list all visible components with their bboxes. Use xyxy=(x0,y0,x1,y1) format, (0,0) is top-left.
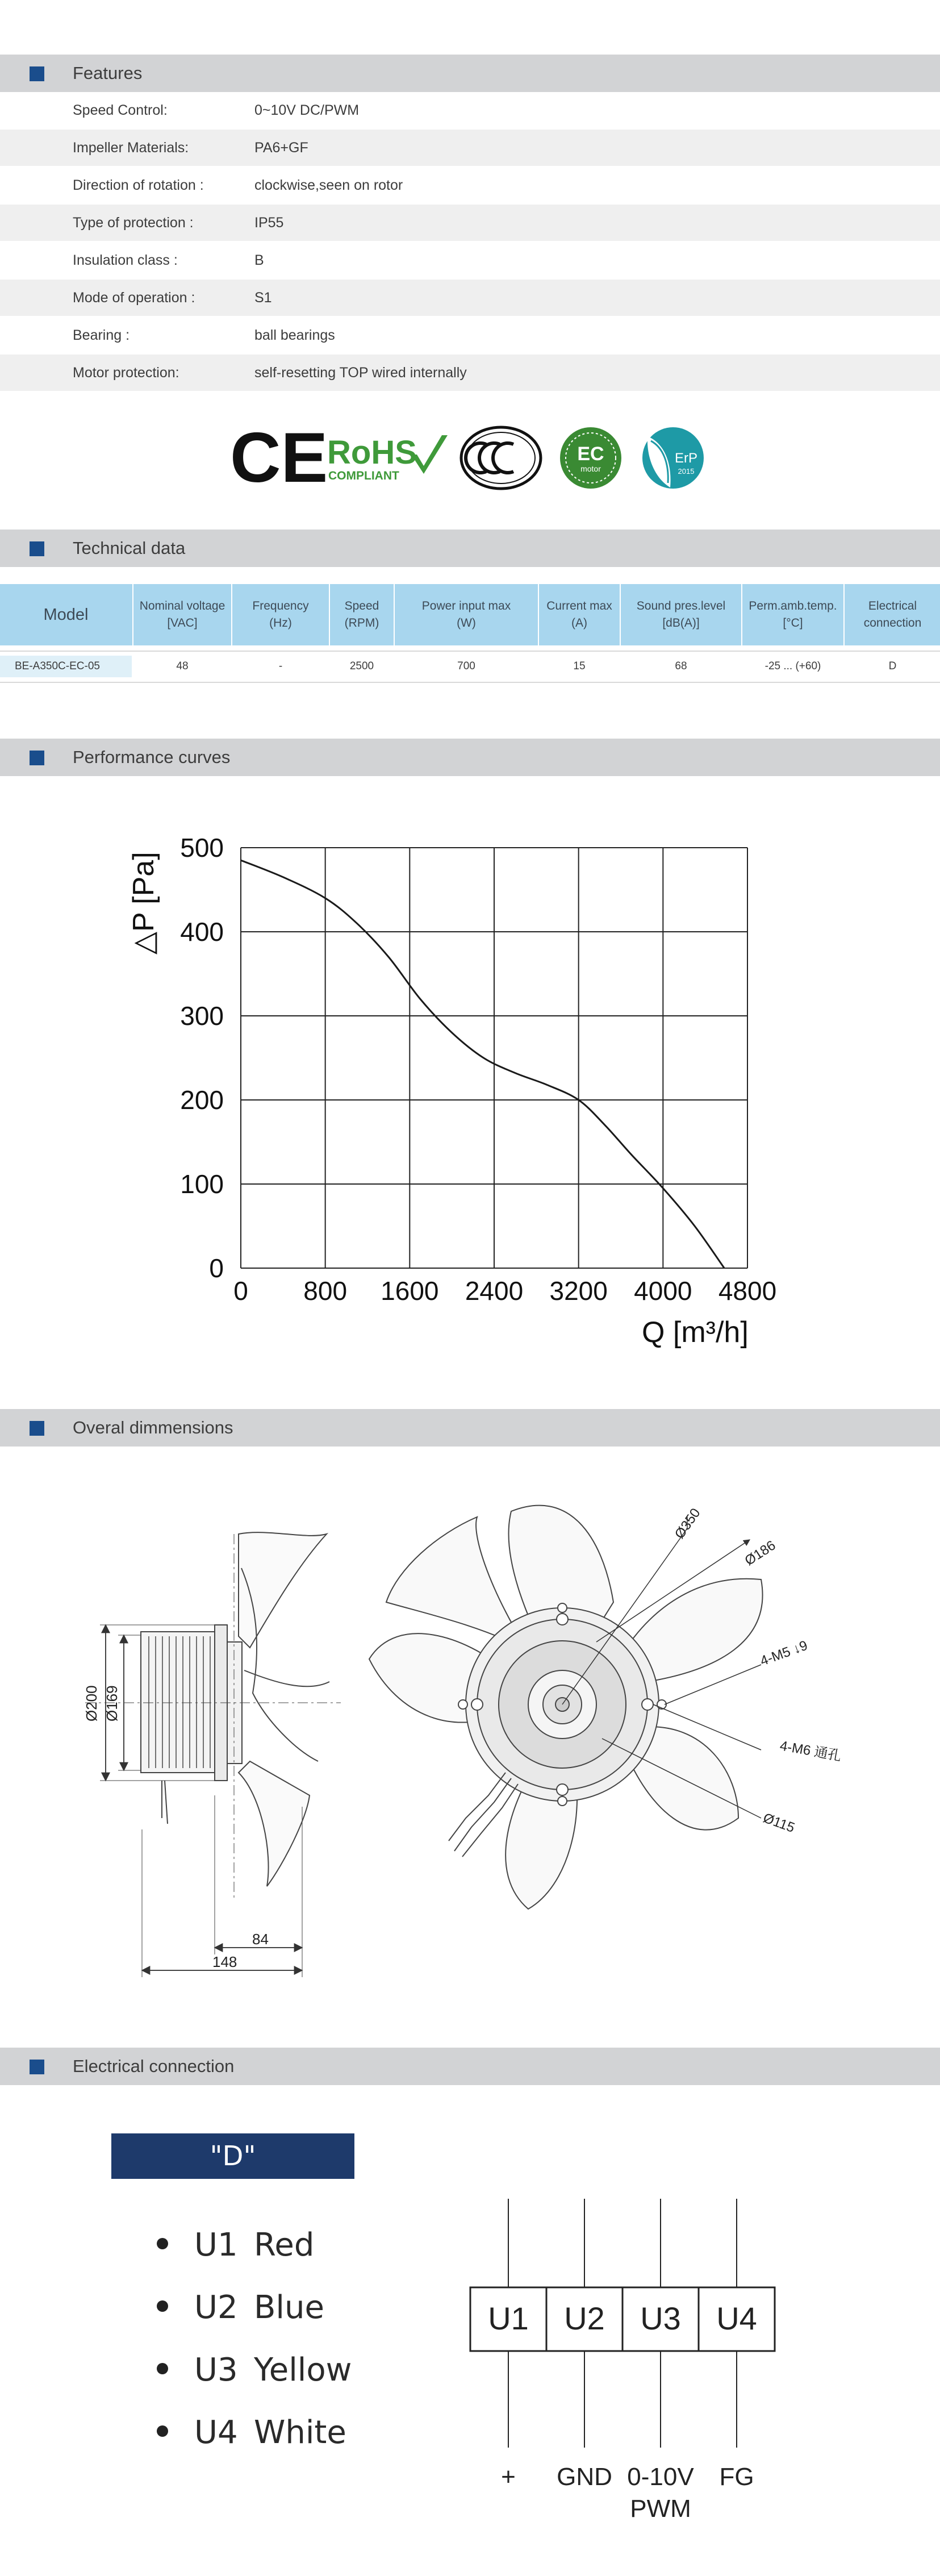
dim-d200: Ø200 xyxy=(83,1685,100,1721)
feature-value: ball bearings xyxy=(254,327,335,343)
wire-color: Red xyxy=(254,2227,315,2264)
side-view-drawing xyxy=(85,1532,341,1977)
section-technical-data xyxy=(0,530,940,567)
feature-value: self-resetting TOP wired internally xyxy=(254,365,467,381)
feature-row xyxy=(0,355,940,391)
table-cell: D xyxy=(888,660,897,672)
header-separator xyxy=(620,584,621,645)
front-view-drawing xyxy=(369,1506,763,1909)
wire-item xyxy=(157,2228,314,2262)
feature-label: Speed Control: xyxy=(73,102,168,118)
table-cell: 15 xyxy=(573,660,586,672)
wire-code: U3 xyxy=(194,2352,238,2389)
table-cell: 2500 xyxy=(349,660,374,672)
x-tick-label: 2400 xyxy=(465,1276,524,1306)
y-tick-label: 100 xyxy=(180,1169,224,1199)
ccc-mark-icon xyxy=(459,425,543,491)
feature-value: PA6+GF xyxy=(254,140,308,156)
header-separator xyxy=(394,584,395,645)
feature-value: clockwise,seen on rotor xyxy=(254,177,403,193)
table-header-cell: Sound pres.level [dB(A)] xyxy=(636,599,726,630)
y-tick-label: 0 xyxy=(209,1253,224,1283)
svg-text:motor: motor xyxy=(580,464,601,473)
section-title: Electrical connection xyxy=(73,2056,235,2076)
section-overall-dimensions xyxy=(0,1409,940,1447)
wire-color: White xyxy=(254,2414,346,2451)
wire-item xyxy=(157,2291,324,2325)
wire-code: U1 xyxy=(194,2227,238,2264)
dim-148: 148 xyxy=(212,1953,237,1970)
section-marker xyxy=(30,541,44,556)
feature-value: B xyxy=(254,252,264,268)
dim-4-m6: 4-M6 通孔 xyxy=(778,1738,843,1764)
ce-mark-icon xyxy=(230,419,328,497)
svg-text:2015: 2015 xyxy=(678,467,695,476)
wire-color: Blue xyxy=(254,2289,324,2326)
table-header-cell: Speed (RPM) xyxy=(344,599,379,630)
feature-label: Motor protection: xyxy=(73,365,179,381)
feature-row xyxy=(0,317,940,353)
table-cell: BE-A350C-EC-05 xyxy=(0,656,132,677)
section-features xyxy=(0,55,940,92)
bullet-icon xyxy=(157,2425,168,2437)
header-separator xyxy=(843,584,845,645)
table-header-cell: Power input max (W) xyxy=(421,599,511,630)
section-marker xyxy=(30,2060,44,2074)
x-axis-label: Q [m³/h] xyxy=(642,1316,749,1349)
x-tick-label: 0 xyxy=(233,1276,248,1306)
y-tick-label: 500 xyxy=(180,833,224,862)
x-tick-label: 1600 xyxy=(381,1276,439,1306)
bullet-icon xyxy=(157,2300,168,2312)
terminal-label: U4 xyxy=(716,2300,757,2336)
feature-value: S1 xyxy=(254,290,272,306)
wire-item xyxy=(157,2353,352,2387)
table-header-cell: Electrical connection xyxy=(863,599,922,630)
rohs-compliant-icon xyxy=(326,432,451,484)
table-divider xyxy=(0,682,940,683)
feature-row xyxy=(0,167,940,203)
dimension-drawing xyxy=(0,1454,940,2000)
chart-ticks xyxy=(180,833,776,1306)
feature-label: Type of protection : xyxy=(73,215,194,231)
table-cell: -25 ... (+60) xyxy=(764,660,821,672)
x-tick-label: 800 xyxy=(303,1276,348,1306)
table-cell: 700 xyxy=(457,660,475,672)
svg-text:EC: EC xyxy=(577,443,604,465)
dim-84: 84 xyxy=(252,1931,269,1948)
terminal-label: U3 xyxy=(640,2300,681,2336)
dim-d350: Ø350 xyxy=(671,1505,704,1542)
table-header-cell: Current max (A) xyxy=(546,599,612,630)
feature-value: 0~10V DC/PWM xyxy=(254,102,360,118)
header-separator xyxy=(538,584,539,645)
feature-label: Direction of rotation : xyxy=(73,177,204,193)
svg-text:RoHS: RoHS xyxy=(327,434,417,471)
feature-row xyxy=(0,280,940,316)
section-marker xyxy=(30,66,44,81)
wire-code: U4 xyxy=(194,2414,238,2451)
table-header-cell: Frequency (Hz) xyxy=(252,599,309,630)
table-row xyxy=(0,656,940,677)
ec-motor-icon xyxy=(559,426,623,490)
x-tick-label: 3200 xyxy=(549,1276,608,1306)
y-axis-label: △P [Pa] xyxy=(127,852,160,954)
dim-4-m5: 4-M5 ↓9 xyxy=(758,1637,810,1669)
terminal-signal: FG xyxy=(719,2463,754,2491)
feature-row xyxy=(0,242,940,278)
terminal-signal: + xyxy=(501,2463,516,2491)
section-marker xyxy=(30,751,44,765)
table-cell: 68 xyxy=(675,660,687,672)
terminal-label: U2 xyxy=(564,2300,605,2336)
chart-grid xyxy=(241,848,747,1268)
bullet-icon xyxy=(157,2363,168,2374)
table-divider xyxy=(0,651,940,652)
wire-color: Yellow xyxy=(254,2352,352,2389)
pressure-curve xyxy=(241,860,724,1268)
svg-text:ErP: ErP xyxy=(674,451,698,466)
header-separator xyxy=(329,584,330,645)
terminal-signal: 0-10V xyxy=(627,2463,694,2491)
y-tick-label: 300 xyxy=(180,1001,224,1031)
dim-d115: Ø115 xyxy=(761,1810,797,1836)
erp-2015-icon xyxy=(640,425,707,491)
section-title: Overal dimmensions xyxy=(73,1418,233,1437)
feature-row xyxy=(0,130,940,166)
header-separator xyxy=(231,584,232,645)
y-tick-label: 400 xyxy=(180,917,224,947)
table-header-cell: Model xyxy=(43,606,89,624)
section-title: Technical data xyxy=(73,538,186,558)
section-electrical-connection xyxy=(0,2048,940,2085)
dim-d169: Ø169 xyxy=(103,1685,120,1721)
y-tick-label: 200 xyxy=(180,1085,224,1115)
feature-row xyxy=(0,205,940,241)
dim-d186: Ø186 xyxy=(742,1537,779,1569)
header-separator xyxy=(132,584,133,645)
x-tick-label: 4800 xyxy=(718,1276,777,1306)
wire-item xyxy=(157,2416,346,2450)
table-header-cell: Nominal voltage [VAC] xyxy=(139,599,225,630)
table-header-cell: Perm.amb.temp. [°C] xyxy=(749,599,837,630)
x-tick-label: 4000 xyxy=(634,1276,692,1306)
connection-type-badge: "D" xyxy=(111,2133,354,2179)
terminal-signal: GND xyxy=(557,2463,612,2491)
svg-text:CE: CE xyxy=(230,419,328,497)
section-title: Performance curves xyxy=(73,747,231,767)
performance-chart xyxy=(114,818,829,1364)
terminal-signal-sub: PWM xyxy=(630,2495,691,2523)
table-cell: - xyxy=(278,660,283,672)
feature-label: Impeller Materials: xyxy=(73,140,189,156)
table-cell: 48 xyxy=(176,660,189,672)
terminal-label: U1 xyxy=(488,2300,529,2336)
wire-code: U2 xyxy=(194,2289,238,2326)
feature-row xyxy=(0,92,940,128)
section-title: Features xyxy=(73,63,143,83)
section-marker xyxy=(30,1421,44,1436)
feature-label: Insulation class : xyxy=(73,252,178,268)
feature-label: Mode of operation : xyxy=(73,290,195,306)
section-performance-curves xyxy=(0,739,940,776)
bullet-icon xyxy=(157,2238,168,2249)
terminal-diagram xyxy=(454,2199,807,2523)
svg-text:COMPLIANT: COMPLIANT xyxy=(328,469,399,482)
feature-value: IP55 xyxy=(254,215,284,231)
header-separator xyxy=(741,584,742,645)
feature-label: Bearing : xyxy=(73,327,130,343)
